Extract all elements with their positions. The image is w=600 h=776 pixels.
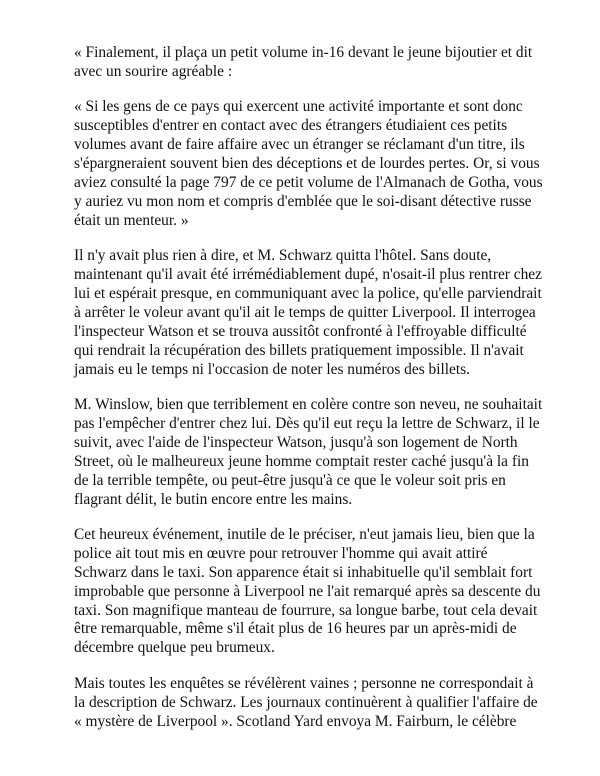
text-line: volumes avant de faire affaire avec un étranger se réclamant d'un titre, ils [74, 136, 525, 154]
paragraph-2 [74, 98, 543, 230]
text-line: qui rendrait la récupération des billets pratiquement impossible. Il n'avait [74, 341, 524, 359]
text-line: Il n'y avait plus rien à dire, et M. Schwarz quitta l'hôtel. Sans doute, [74, 247, 492, 265]
text-line: police ait tout mis en œuvre pour retrouver l'homme qui avait attiré [74, 544, 488, 562]
text-line: avec un sourire agréable : [74, 62, 233, 80]
text-line: l'inspecteur Watson et se trouva aussitôt confronté à l'effroyable difficulté [74, 322, 527, 340]
text-line: M. Winslow, bien que terriblement en colère contre son neveu, ne souhaitait [74, 396, 543, 413]
paragraph-6 [74, 674, 538, 732]
paragraph-3 [74, 247, 542, 379]
text-line: était un menteur. » [74, 211, 189, 229]
text-line: taxi. Son magnifique manteau de fourrure, sa longue barbe, tout cela devait [74, 601, 538, 619]
text-line: Cet heureux événement, inutile de le préciser, n'eut jamais lieu, bien que la [74, 525, 535, 543]
text-line: à arrêter le voleur avant qu'il ait le temps de quitter Liverpool. Il interrogea [74, 303, 536, 321]
text-line: jamais eu le temps ni l'occasion de noter les numéros des billets. [74, 360, 470, 378]
text-line: improbable que personne à Liverpool ne l'ait remarqué après sa descente du [74, 582, 541, 600]
paragraph-1 [74, 44, 532, 82]
text-line: pas l'empêcher d'entrer chez lui. Dès qu'il eut reçu la lettre de Schwarz, il le [74, 414, 540, 432]
text-line: « Finalement, il plaça un petit volume in-16 devant le jeune bijoutier et dit [74, 44, 533, 61]
text-line: être remarquable, même s'il était plus de 16 heures par un après-midi de [74, 620, 517, 638]
text-line: aviez consulté la page 797 de ce petit volume de l'Almanach de Gotha, vous [74, 173, 543, 191]
text-line: « Si les gens de ce pays qui exercent une activité importante et sont donc [74, 98, 523, 116]
text-line: la description de Schwarz. Les journaux continuèrent à qualifier l'affaire de [74, 693, 538, 711]
text-line: flagrant délit, le butin encore entre les mains. [74, 490, 353, 508]
text-line: maintenant qu'il avait été irrémédiablement dupé, n'osait-il plus rentrer chez [74, 266, 542, 284]
text-line: y auriez vu mon nom et compris d'emblée que le soi-disant détective russe [74, 192, 532, 210]
text-line: Mais toutes les enquêtes se révélèrent vaines ; personne ne correspondait à [74, 674, 534, 692]
text-line: « mystère de Liverpool ». Scotland Yard envoya M. Fairburn, le célèbre [74, 712, 517, 730]
text-line: suivit, avec l'aide de l'inspecteur Watson, jusqu'à son logement de North [74, 433, 518, 451]
text-line: s'épargneraient souvent bien des déceptions et de lourdes pertes. Or, si vous [74, 155, 540, 173]
text-line: de la terrible tempête, ou peut-être jusqu'à ce que le voleur soit pris en [74, 471, 506, 489]
text-line: lui et espérait presque, en communiquant avec la police, qu'elle parviendrait [74, 284, 542, 302]
document-page [74, 44, 543, 748]
paragraph-4 [74, 396, 543, 509]
text-line: susceptibles d'entrer en contact avec des étrangers étudiaient ces petits [74, 117, 508, 135]
paragraph-5 [74, 525, 541, 658]
text-line: Schwarz dans le taxi. Son apparence était si inhabituelle qu'il semblait fort [74, 563, 533, 581]
text-line: Street, où le malheureux jeune homme comptait rester caché jusqu'à la fin [74, 452, 529, 470]
text-line: décembre quelque peu brumeux. [74, 639, 275, 657]
